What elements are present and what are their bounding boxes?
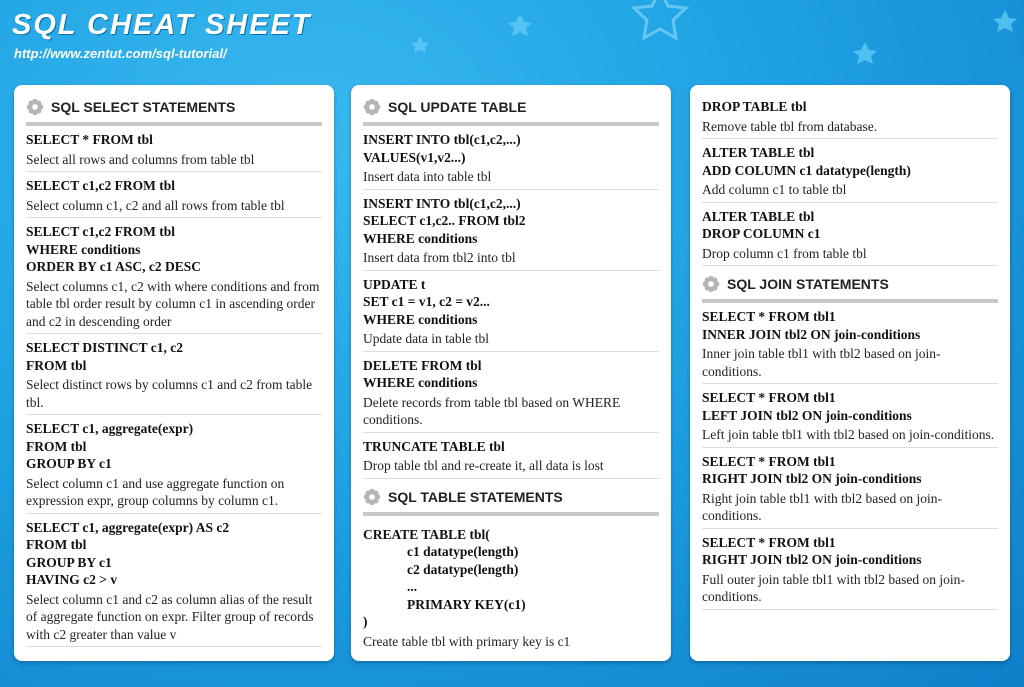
code-line: DROP COLUMN c1 <box>702 226 821 241</box>
code-line: GROUP BY c1 <box>26 554 112 570</box>
entry-description: Update data in table tbl <box>363 331 489 346</box>
alter-entries <box>702 93 998 266</box>
code-line: SELECT c1,c2 FROM tbl <box>26 178 176 193</box>
entry-description: Select column c1, c2 and all rows from table tbl <box>26 197 285 213</box>
code-line: INSERT INTO tbl(c1,c2,...) <box>363 195 521 211</box>
code-line: c1 datatype(length) <box>407 544 519 559</box>
star-icon <box>411 36 429 53</box>
entry-description: Create table tbl with primary key is c1 <box>363 633 571 649</box>
code-line: SELECT * FROM tbl <box>26 132 153 147</box>
page-title: SQL CHEAT SHEET <box>12 9 312 41</box>
entry-description: Delete records from table tbl based on WHERE conditions. <box>363 394 621 427</box>
code-line: CREATE TABLE tbl( <box>363 526 490 542</box>
flower-icon <box>363 488 381 506</box>
cheat-entry <box>702 203 998 267</box>
section-title: SQL SELECT STATEMENTS <box>51 99 236 115</box>
update-table-card <box>351 85 671 661</box>
cheat-entry <box>702 448 998 529</box>
section-title: SQL JOIN STATEMENTS <box>727 276 889 292</box>
code-line: SELECT c1,c2.. FROM tbl2 <box>363 213 526 228</box>
code-line: INSERT INTO tbl(c1,c2,...) <box>363 132 521 147</box>
code-line: SET c1 = v1, c2 = v2... <box>363 294 490 309</box>
code-line: UPDATE t <box>363 276 426 292</box>
section-title: SQL TABLE STATEMENTS <box>388 488 563 505</box>
code-line: WHERE conditions <box>363 230 478 246</box>
code-line: SELECT c1, aggregate(expr) <box>26 421 194 436</box>
code-line: PRIMARY KEY(c1) <box>407 596 526 612</box>
source-url: http://www.zentut.com/sql-tutorial/ <box>14 46 227 61</box>
code-line: GROUP BY c1 <box>26 456 112 471</box>
entry-description: Select all rows and columns from table tbl <box>26 151 255 167</box>
entry-description: Inner join table tbl1 with tbl2 based on join-conditions. <box>702 346 941 379</box>
code-line: ADD COLUMN c1 datatype(length) <box>702 162 911 178</box>
section-heading <box>363 93 659 126</box>
cheat-entry <box>363 190 659 271</box>
cheat-entry <box>702 139 998 203</box>
select-statements-card <box>14 85 334 661</box>
star-icon <box>853 42 877 64</box>
code-line: FROM tbl <box>26 537 87 552</box>
code-line: ALTER TABLE tbl <box>702 208 815 224</box>
entry-description: Insert data into table tbl <box>363 169 492 184</box>
code-line: HAVING c2 > v <box>26 572 118 587</box>
cheat-entry <box>363 126 659 190</box>
star-icon <box>993 10 1017 32</box>
code-line: SELECT c1,c2 FROM tbl <box>26 224 176 239</box>
code-line: FROM tbl <box>26 357 87 373</box>
alter-join-card <box>690 85 1010 661</box>
section-heading <box>363 483 659 516</box>
entry-description: Select distinct rows by columns c1 and c2 from table tbl. <box>26 377 313 410</box>
cheat-entry <box>702 384 998 448</box>
flower-icon <box>363 98 381 116</box>
code-line: TRUNCATE TABLE tbl <box>363 438 505 454</box>
entry-description: Remove table tbl from database. <box>702 118 878 134</box>
select-entries <box>26 126 322 647</box>
create-table-entry <box>363 516 659 654</box>
section-heading <box>26 93 322 126</box>
cheat-entry <box>702 529 998 610</box>
entry-description: Full outer join table tbl1 with tbl2 based on join-conditions. <box>702 571 965 604</box>
star-outline-icon <box>634 0 686 38</box>
code-line: SELECT c1, aggregate(expr) AS c2 <box>26 519 230 535</box>
cheat-entry <box>26 172 322 218</box>
code-line: WHERE conditions <box>26 241 141 257</box>
code-line: WHERE conditions <box>363 375 478 390</box>
code-line: ALTER TABLE tbl <box>702 145 815 160</box>
entry-description: Drop column c1 from table tbl <box>702 245 867 261</box>
update-entries <box>363 126 659 479</box>
star-icon <box>508 14 532 36</box>
code-line: WHERE conditions <box>363 311 478 327</box>
cheat-entry <box>363 433 659 479</box>
cheat-entry <box>363 271 659 352</box>
cheat-entry <box>702 93 998 139</box>
code-line: DELETE FROM tbl <box>363 357 482 373</box>
entry-description: Select columns c1, c2 with where conditions and from table tbl order result by column c1 in ascending order and c2 in descending order <box>26 278 320 329</box>
entry-description: Select column c1 and use aggregate function on expression expr, group columns by column c1. <box>26 475 285 508</box>
cheat-entry <box>26 415 322 514</box>
cheat-entry <box>26 334 322 415</box>
cheat-entry <box>26 218 322 334</box>
entry-description: Left join table tbl1 with tbl2 based on join-conditions. <box>702 427 995 442</box>
code-line: SELECT DISTINCT c1, c2 <box>26 340 184 355</box>
code-line: FROM tbl <box>26 438 87 454</box>
code-line: INNER JOIN tbl2 ON join-conditions <box>702 326 921 342</box>
code-line: ... <box>407 579 418 594</box>
code-line: RIGHT JOIN tbl2 ON join-conditions <box>702 471 922 486</box>
code-line: SELECT * FROM tbl1 <box>702 453 836 469</box>
code-line: c2 datatype(length) <box>407 561 519 577</box>
cheat-entry <box>26 126 322 172</box>
entry-description: Right join table tbl1 with tbl2 based on join-conditions. <box>702 490 942 523</box>
header <box>12 8 312 61</box>
code-line: RIGHT JOIN tbl2 ON join-conditions <box>702 552 922 567</box>
code-line: ) <box>363 614 368 629</box>
cheat-entry <box>26 514 322 648</box>
code-line: SELECT * FROM tbl1 <box>702 309 836 324</box>
code-line: ORDER BY c1 ASC, c2 DESC <box>26 259 202 274</box>
section-heading <box>702 270 998 303</box>
code-line: LEFT JOIN tbl2 ON join-conditions <box>702 407 912 423</box>
entry-description: Select column c1 and c2 as column alias of the result of aggregate function on expr. Filter group of records with c2 greater than value v <box>26 591 314 642</box>
flower-icon <box>26 98 44 116</box>
cheat-entry <box>363 352 659 433</box>
entry-description: Insert data from tbl2 into tbl <box>363 250 516 265</box>
code-line: SELECT * FROM tbl1 <box>702 534 836 550</box>
flower-icon <box>702 275 720 293</box>
code-line: VALUES(v1,v2...) <box>363 149 466 165</box>
code-line: SELECT * FROM tbl1 <box>702 390 836 405</box>
section-title: SQL UPDATE TABLE <box>388 99 527 115</box>
code-line: DROP TABLE tbl <box>702 99 807 114</box>
entry-description: Drop table tbl and re-create it, all data is lost <box>363 458 604 473</box>
cheat-entry <box>702 303 998 384</box>
entry-description: Add column c1 to table tbl <box>702 182 847 197</box>
join-entries <box>702 303 998 610</box>
